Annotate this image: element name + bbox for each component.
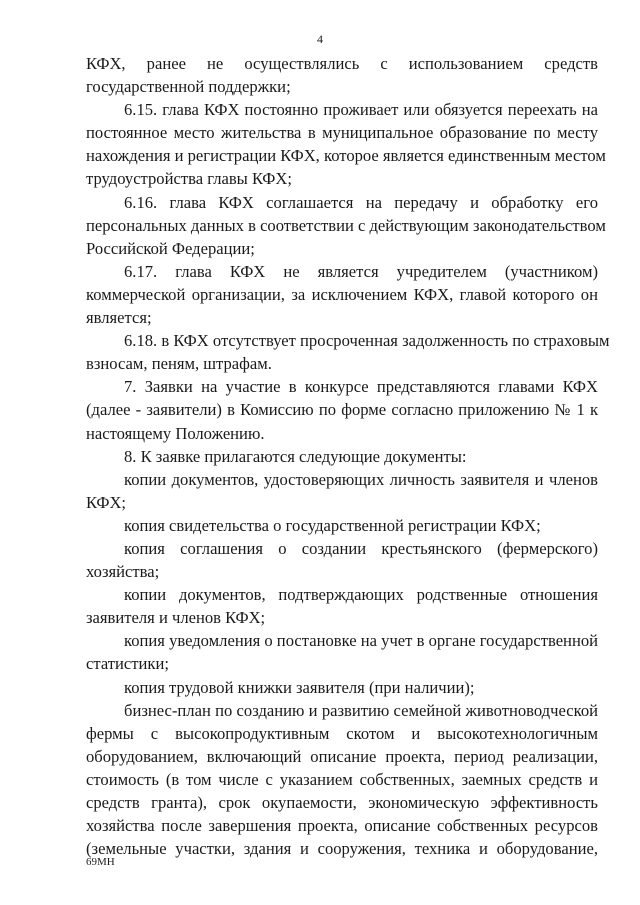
text-line: копии документов, удостоверяющих личность заявителя и членов <box>124 469 598 489</box>
text-line: хозяйства; <box>86 562 160 582</box>
text-line: КФХ, ранее не осуществлялись с использованием средств <box>86 54 598 73</box>
text-line: персональных данных в соответствии с действующим законодательством <box>86 215 606 235</box>
text-line: стоимость (в том числе с указанием собственных, заемных средств и <box>86 769 598 789</box>
text-line: хозяйства после завершения проекта, описание собственных ресурсов <box>86 816 598 836</box>
text-line: КФХ; <box>86 492 127 512</box>
page-number: 4 <box>317 32 323 46</box>
text-line: настоящему Положению. <box>86 423 265 443</box>
text-line: Российской Федерации; <box>86 238 255 258</box>
text-line: взносам, пеням, штрафам. <box>86 354 272 374</box>
text-line: является; <box>86 308 152 328</box>
text-line: 6.16. глава КФХ соглашается на передачу и обработку его <box>124 192 598 212</box>
text-line: заявителя и членов КФХ; <box>86 608 266 628</box>
text-line: 6.17. глава КФХ не является учредителем (участником) <box>124 261 598 281</box>
text-line: 8. К заявке прилагаются следующие документы: <box>124 446 467 466</box>
text-line: постоянное место жительства в муниципальное образование по месту <box>86 123 598 143</box>
text-line: средств гранта), срок окупаемости, экономическую эффективность <box>86 793 598 812</box>
text-line: 6.18. в КФХ отсутствует просроченная задолженность по страховым <box>124 331 610 351</box>
text-line: копия уведомления о постановке на учет в органе государственной <box>124 631 598 651</box>
text-line: (земельные участки, здания и сооружения, техника и оборудование, <box>86 839 598 859</box>
text-line: (далее - заявители) в Комиссию по форме согласно приложению № 1 к <box>86 400 598 420</box>
document-body <box>86 52 610 860</box>
text-line: нахождения и регистрации КФХ, которое является единственным местом <box>86 146 606 166</box>
text-line: копия соглашения о создании крестьянского (фермерского) <box>124 538 598 558</box>
text-line: трудоустройства главы КФХ; <box>86 169 293 189</box>
text-line: копия свидетельства о государственной регистрации КФХ; <box>124 515 541 535</box>
text-line: 6.15. глава КФХ постоянно проживает или обязуется переехать на <box>124 100 598 120</box>
text-line: коммерческой организации, за исключением КФХ, главой которого он <box>86 284 598 304</box>
text-line: статистики; <box>86 654 169 674</box>
text-line: бизнес-план по созданию и развитию семейной животноводческой <box>124 700 598 720</box>
text-line: 7. Заявки на участие в конкурсе представляются главами КФХ <box>124 377 598 397</box>
text-line: копии документов, подтверждающих родственные отношения <box>124 585 598 605</box>
text-line: оборудованием, включающий описание проекта, период реализации, <box>86 746 598 766</box>
text-line: копия трудовой книжки заявителя (при наличии); <box>124 677 475 697</box>
text-line: государственной поддержки; <box>86 77 291 97</box>
footer-code: 69МН <box>86 856 115 868</box>
text-line: фермы с высокопродуктивным скотом и высокотехнологичным <box>86 723 598 743</box>
